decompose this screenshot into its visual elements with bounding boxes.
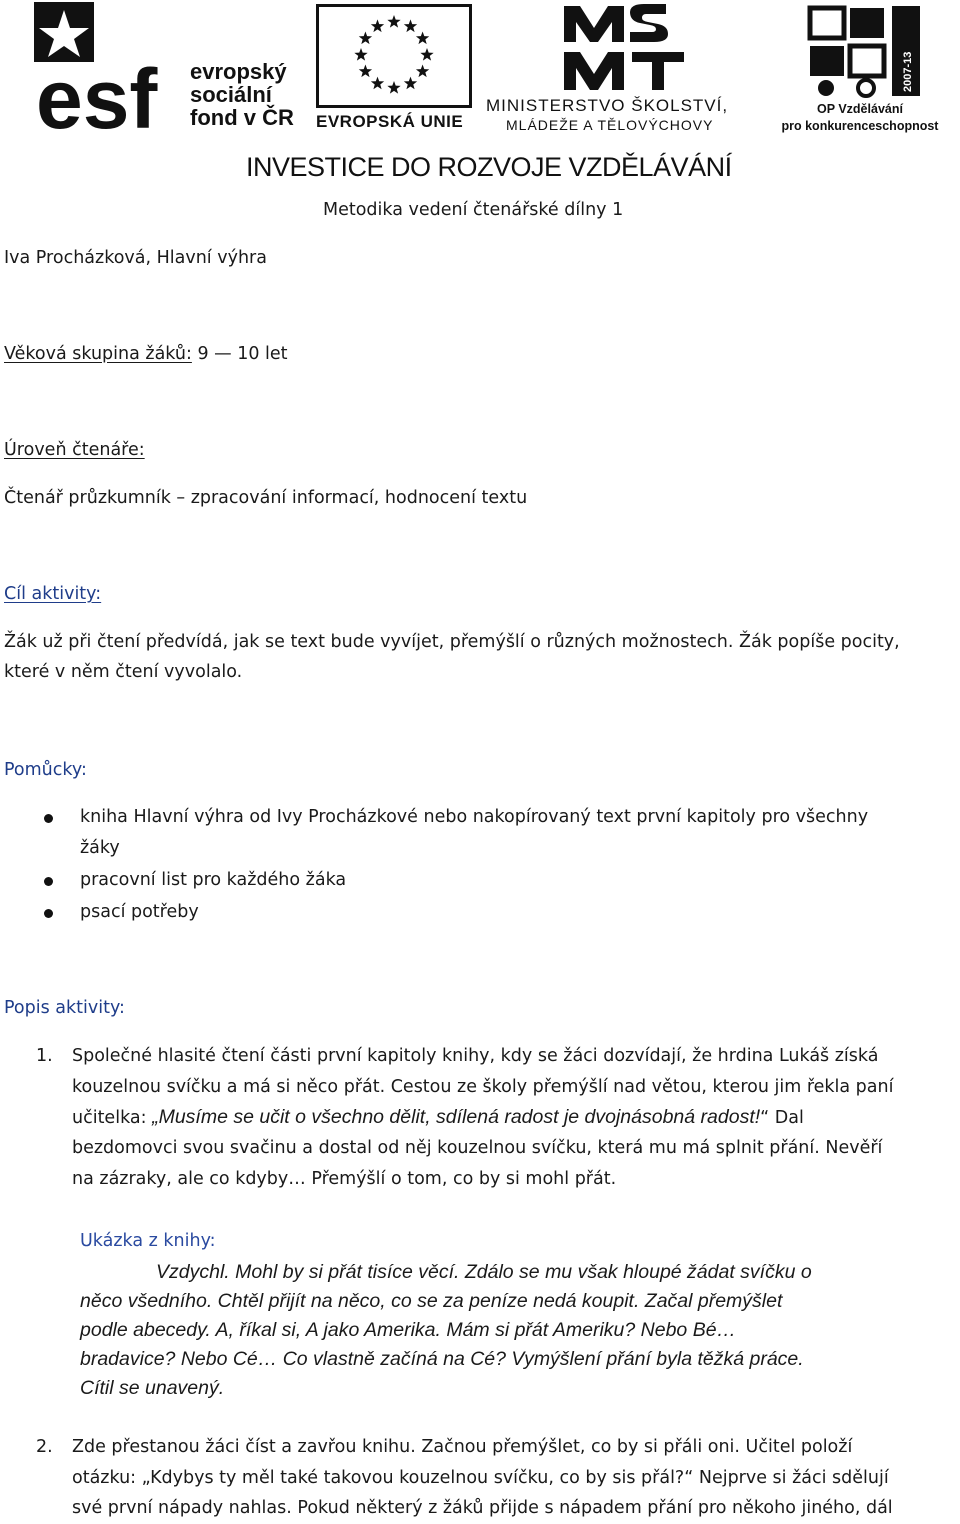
eu-star-icon (387, 15, 400, 28)
book-title: Iva Procházková, Hlavní výhra (4, 248, 267, 268)
eu-star-icon (404, 77, 417, 90)
tools-heading: Pomůcky: (4, 760, 87, 780)
sample-line-4: bradavice? Nebo Cé… Co vlastně začíná na Cé? Vymýšlení přání byla těžká práce. (80, 1348, 804, 1370)
sample-heading: Ukázka z knihy: (80, 1231, 216, 1251)
msmt-name-line1: MINISTERSTVO ŠKOLSTVÍ, (486, 96, 729, 115)
step-2-number: 2. (36, 1437, 53, 1457)
teacher-quote: „Musíme se učit o všechno dělit, sdílená radost je dvojnásobná radost! (152, 1106, 761, 1128)
msmt-name-line2: MLÁDEŽE A TĚLOVÝCHOVY (506, 117, 714, 133)
goal-line-1: Žák už při čtení předvídá, jak se text bude vyvíjet, přemýšlí o různých možnostech. Žák popíše pocity, (4, 632, 900, 652)
step-1-line-1: Společné hlasité čtení části první kapitoly knihy, kdy se žáci dozvídají, že hrdina Lukáš získá (72, 1046, 879, 1066)
step-1-line-5: na zázraky, ale co kdyby… Přemýšlí o tom, co by si mohl přát. (72, 1169, 617, 1189)
esf-mark-icon (34, 2, 184, 132)
activity-heading: Popis aktivity: (4, 998, 125, 1018)
bullet-icon (44, 877, 53, 886)
eu-star-icon (416, 32, 429, 45)
investice-banner: INVESTICE DO ROZVOJE VZDĚLÁVÁNÍ (246, 152, 732, 182)
eu-stars-icon (319, 7, 469, 105)
tool-item-3: psací potřeby (80, 902, 199, 922)
age-group (4, 343, 288, 365)
sample-line-1: Vzdychl. Mohl by si přát tisíce věcí. Zdálo se mu však hloupé žádat svíčku o (156, 1261, 812, 1283)
eu-star-icon (359, 32, 372, 45)
svg-text:2007-13: 2007-13 (902, 51, 914, 92)
eu-star-icon (420, 48, 433, 61)
step-1-line-4: bezdomovci svou svačinu a dostal od něj kouzelnou svíčku, která mu má splnit přání. Nevěří (72, 1138, 883, 1158)
eu-star-icon (416, 65, 429, 78)
eu-star-icon (404, 19, 417, 32)
eu-star-icon (371, 19, 384, 32)
step-2-line-2: otázku: „Kdybys ty měl také takovou kouzelnou svíčku, co by sis přál?“ Nejprve si žáci sdělují (72, 1468, 889, 1488)
op-name-line1: OP Vzdělávání (817, 102, 903, 116)
op-name-line2: pro konkurenceschopnost (781, 119, 939, 133)
step-2-line-1: Zde přestanou žáci číst a zavřou knihu. Začnou přemýšlet, co by si přáli oni. Učitel položí (72, 1437, 853, 1457)
sample-line-2: něco všedního. Chtěl přijít na něco, co se za peníze nedá koupit. Začal přemýšlet (80, 1290, 783, 1312)
bullet-icon (44, 909, 53, 918)
eu-star-icon (354, 48, 367, 61)
level-text: Čtenář průzkumník – zpracování informací, hodnocení textu (4, 488, 528, 508)
esf-logo (34, 2, 304, 132)
step-1-line-2: kouzelnou svíčku a má si něco přát. Cestou ze školy přemýšlí nad větou, kterou jim řekla paní (72, 1077, 894, 1097)
eu-star-icon (371, 77, 384, 90)
tool-item-2: pracovní list pro každého žáka (80, 870, 347, 890)
svg-text:esf: esf (36, 52, 158, 132)
age-value: 9 — 10 let (191, 344, 288, 364)
level-heading: Úroveň čtenáře: (4, 440, 145, 460)
eu-logo (316, 4, 472, 132)
bullet-icon (44, 814, 53, 823)
eu-flag (316, 4, 472, 108)
msmt-monogram-icon (554, 2, 692, 94)
eu-star-icon (359, 65, 372, 78)
step-1-line-3: učitelka: „Musíme se učit o všechno dělit, sdílená radost je dvojnásobná radost!“ Dal (72, 1106, 804, 1128)
eu-star-icon (387, 81, 400, 94)
step-1-number: 1. (36, 1046, 53, 1066)
eu-label: EVROPSKÁ UNIE (316, 112, 464, 131)
sample-line-5: Cítil se unavený. (80, 1377, 225, 1399)
step-2-line-3: své první nápady nahlas. Pokud některý z žáků přijde s nápadem přání pro někoho jiného, dál (72, 1498, 893, 1518)
goal-heading: Cíl aktivity: (4, 584, 102, 604)
tool-item-1: kniha Hlavní výhra od Ivy Procházkové nebo nakopírovaný text první kapitoly pro všechny (80, 807, 869, 827)
age-label: Věková skupina žáků: (4, 344, 192, 364)
esf-wordmark: evropský sociální fond v ČR (190, 59, 294, 130)
op-emblem-icon (806, 2, 926, 100)
document-subtitle: Metodika vedení čtenářské dílny 1 (323, 200, 624, 220)
msmt-logo (486, 2, 760, 132)
sample-line-3: podle abecedy. A, říkal si, A jako Amerika. Mám si přát Ameriku? Nebo Bé… (80, 1319, 737, 1341)
goal-line-2: které v něm čtení vyvolalo. (4, 662, 243, 682)
tool-item-1-cont: žáky (80, 838, 120, 858)
op-logo (770, 2, 950, 132)
